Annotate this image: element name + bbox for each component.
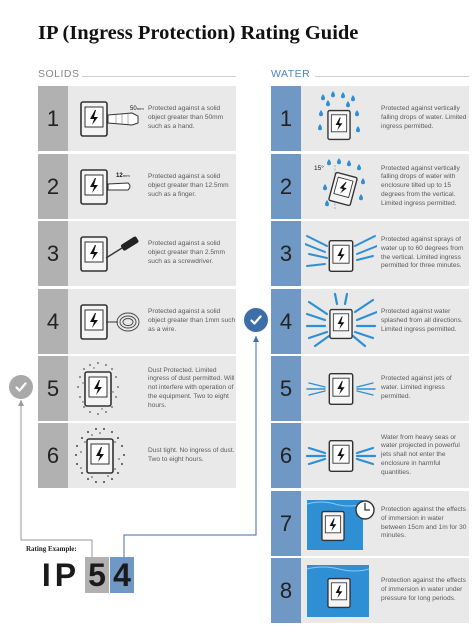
water-heading: WATER (271, 68, 311, 80)
solids-level-description: Protected against a solid object greater than 12.5mm such as a finger. (148, 173, 229, 198)
water-row-2 (271, 154, 469, 219)
solids-heading: SOLIDS (38, 68, 80, 80)
solids-level-number: 6 (38, 423, 68, 488)
solids-level-description: Dust tight. No ingress of dust. Two to eight hours. (148, 446, 235, 463)
rating-example-label: Rating Example: (26, 545, 77, 553)
water-level-description: Protection against the effects of immersion in water between 15cm and 1m for 30 minutes. (381, 506, 467, 540)
checkmark-icon (249, 313, 263, 327)
rating-solid-digit: 5 (85, 557, 109, 593)
solids-level-number: 2 (38, 154, 68, 219)
deep-immersion-icon (305, 561, 377, 620)
water-check (244, 308, 268, 332)
svg-text:mm: mm (137, 106, 144, 111)
solids-level-number: 1 (38, 86, 68, 151)
water-level-description: Water from heavy seas or water projected in powerful jets shall not enter the enclosure in harmful quantities. (381, 433, 460, 476)
water-level-number: 6 (271, 423, 301, 488)
svg-text:12: 12 (116, 173, 123, 179)
solids-level-description: Protected against a solid object greater than 50mm such as a hand. (148, 105, 224, 130)
water-row-6 (271, 423, 469, 488)
water-row-5 (271, 356, 469, 421)
vertical-drops-icon (305, 89, 377, 148)
solids-level-number: 3 (38, 221, 68, 286)
splash-icon (305, 292, 377, 351)
water-level-number: 1 (271, 86, 301, 151)
immersion-timer-icon (305, 494, 377, 553)
water-row-7 (271, 491, 469, 556)
spray-icon (305, 224, 377, 283)
water-level-number: 2 (271, 154, 301, 219)
water-level-description: Protected against vertically falling drops of water. Limited ingress permitted. (381, 105, 467, 130)
solids-level-description: Protected against a solid object greater than 2.5mm such as a screwdriver. (148, 240, 225, 265)
powerful-jets-icon (305, 426, 377, 485)
solids-level-description: Dust Protected. Limited ingress of dust permitted. Will not interfere with operation of the equipment. Two to eight hours. (148, 366, 235, 409)
water-level-description: Protected against jets of water. Limited ingress permitted. (381, 375, 452, 400)
water-level-number: 3 (271, 221, 301, 286)
water-level-description: Protection against the effects of immersion in water under pressure for long periods. (381, 577, 466, 602)
rating-water-digit: 4 (110, 557, 134, 593)
water-level-number: 4 (271, 289, 301, 354)
tilted-drops-icon (305, 157, 377, 216)
solids-level-number: 5 (38, 356, 68, 421)
page-title: IP (Ingress Protection) Rating Guide (38, 22, 359, 44)
water-jets-icon (305, 359, 377, 418)
water-level-number: 7 (271, 491, 301, 556)
solids-level-description: Protected against a solid object greater than 1mm such as a wire. (148, 308, 236, 333)
water-level-description: Protected against sprays of water up to 60 degrees from the vertical. Limited ingress permitted for three minutes. (381, 236, 464, 270)
water-level-number: 5 (271, 356, 301, 421)
water-level-number: 8 (271, 558, 301, 623)
water-level-description: Protected against water splashed from all directions. Limited ingress permitted. (381, 308, 463, 333)
svg-text:50: 50 (130, 106, 137, 112)
svg-text:mm: mm (123, 173, 130, 178)
water-row-1 (271, 86, 469, 151)
water-row-4 (271, 289, 469, 354)
solids-level-number: 4 (38, 289, 68, 354)
water-level-description: Protected against vertically falling drops of water with enclosure tilted up to 15 degrees from the vertical. Limited ingress permitted. (381, 164, 460, 207)
water-row-3 (271, 221, 469, 286)
rating-prefix: IP (41, 556, 81, 593)
svg-text:15°: 15° (314, 165, 324, 172)
water-row-8 (271, 558, 469, 623)
